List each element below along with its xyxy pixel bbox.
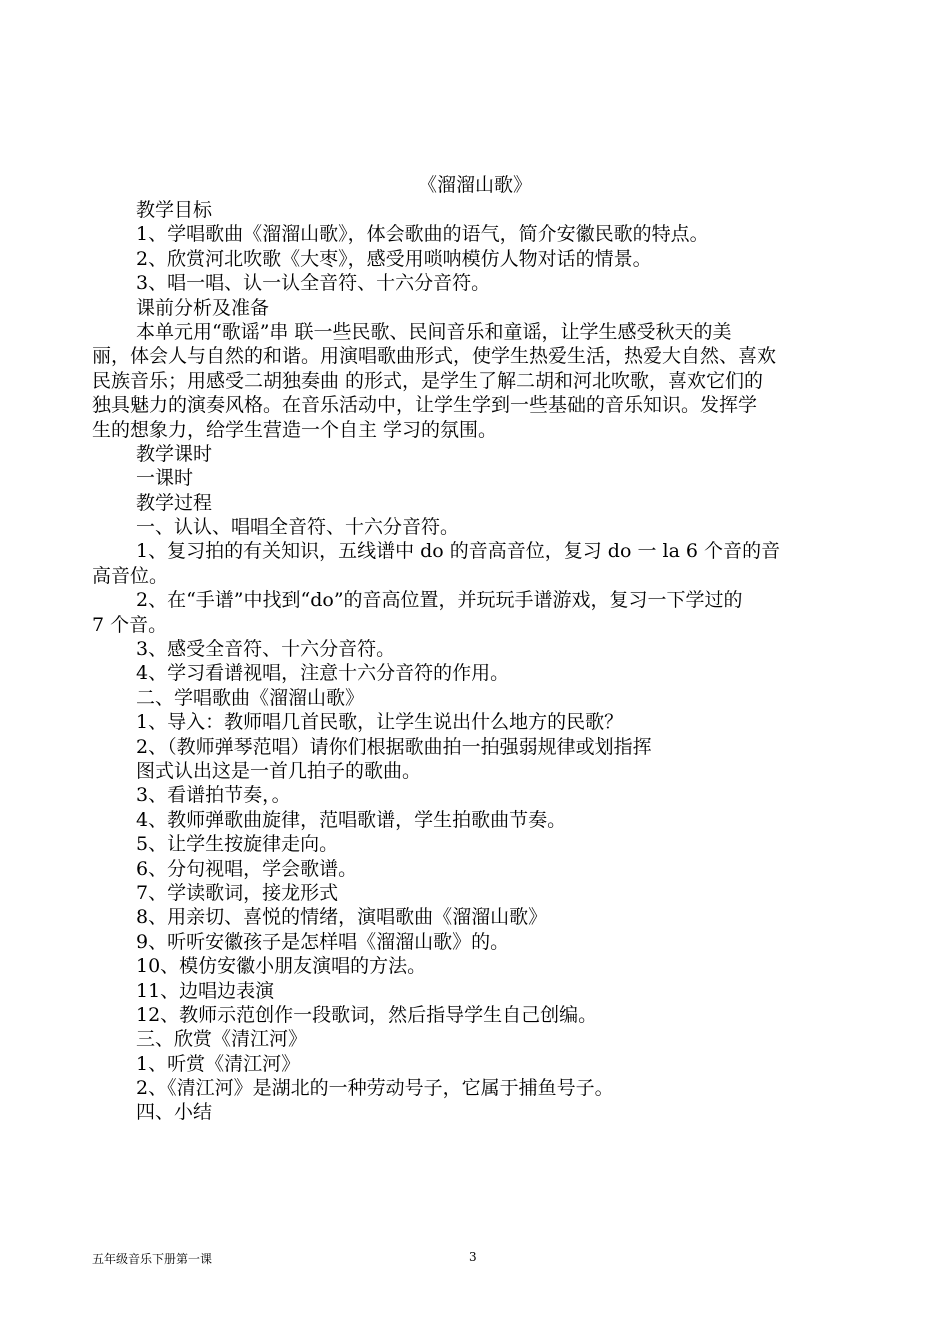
body-line: 教学课时 [136,442,213,465]
body-line: 教学目标 [136,199,213,221]
body-line: 图式认出这是一首几拍子的歌曲。 [136,759,422,782]
body-line: 2、在“手谱”中找到“do”的音高位置，并玩玩手谱游戏，复习一下学过的 [136,589,743,612]
body-line: 7、学读歌词，接龙形式 [136,881,339,904]
body-line: 1、导入：教师唱几首民歌，让学生说出什么地方的民歌？ [136,711,624,734]
footer-page-number: 3 [469,1250,477,1264]
body-line: 2、欣赏河北吹歌《大枣》，感受用唢呐模仿人物对话的情景。 [136,247,652,270]
document-title: 《溜溜山歌》 [417,174,532,196]
document-body [92,198,862,1125]
body-line: 生的想象力，给学生营造一个自主 学习的氛围。 [92,418,498,441]
body-line: 课前分析及准备 [136,296,270,319]
body-line: 教学过程 [136,491,213,514]
body-line: 3、唱一唱、认一认全音符、十六分音符。 [136,272,491,295]
body-line: 7 个音。 [92,613,168,636]
body-line: 1、复习拍的有关知识，五线谱中 do 的音高音位，复习 do 一 la 6 个音的音 [136,540,781,563]
body-line: 1、学唱歌曲《溜溜山歌》，体会歌曲的语气，简介安徽民歌的特点。 [136,223,709,246]
body-line: 4、学习看谱视唱，注意十六分音符的作用。 [136,662,510,685]
body-line: 4、教师弹歌曲旋律，范唱歌谱，学生拍歌曲节奏。 [136,808,567,831]
body-line: 民族音乐；用感受二胡独奏曲 的形式，是学生了解二胡和河北吹歌，喜欢它们的 [92,369,764,392]
body-line: 1、听赏《清江河》 [136,1052,301,1075]
body-line: 10、模仿安徽小朋友演唱的方法。 [136,955,427,978]
footer-course-label: 五年级音乐下册第一课 [92,1252,213,1266]
body-line: 3、感受全音符、十六分音符。 [136,638,396,661]
body-line: 9、听听安徽孩子是怎样唱《溜溜山歌》的。 [136,930,510,953]
body-line: 独具魅力的演奏风格。在音乐活动中，让学生学到一些基础的音乐知识。发挥学 [92,394,758,417]
body-line: 高音位。 [92,564,169,587]
body-line: 3、看谱拍节奏，。 [136,784,291,807]
body-line: 2、《清江河》是湖北的一种劳动号子，它属于捕鱼号子。 [136,1077,614,1100]
body-line: 6、分句视唱，学会歌谱。 [136,857,358,880]
body-line: 本单元用“歌谣”串 联一些民歌、民间音乐和童谣，让学生感受秋天的美 [136,320,732,343]
body-line: 一、认认、唱唱全音符、十六分音符。 [136,516,460,539]
body-line: 一课时 [136,467,194,490]
body-line: 丽，体会人与自然的和谐。用演唱歌曲形式，使学生热爱生活，热爱大自然、喜欢 [92,345,777,368]
body-line: 5、让学生按旋律走向。 [136,833,339,856]
body-line: 2、（教师弹琴范唱）请你们根据歌曲拍一拍强弱规律或划指挥 [136,735,652,758]
body-line: 三、欣赏《清江河》 [136,1028,308,1051]
body-line: 11、边唱边表演 [136,979,275,1002]
body-line: 12、教师示范创作一段歌词，然后指导学生自己创编。 [136,1003,598,1026]
body-line: 8、用亲切、喜悦的情绪，演唱歌曲《溜溜山歌》 [136,906,548,929]
body-line: 二、学唱歌曲《溜溜山歌》 [136,686,365,709]
body-line: 四、小结 [136,1101,213,1124]
